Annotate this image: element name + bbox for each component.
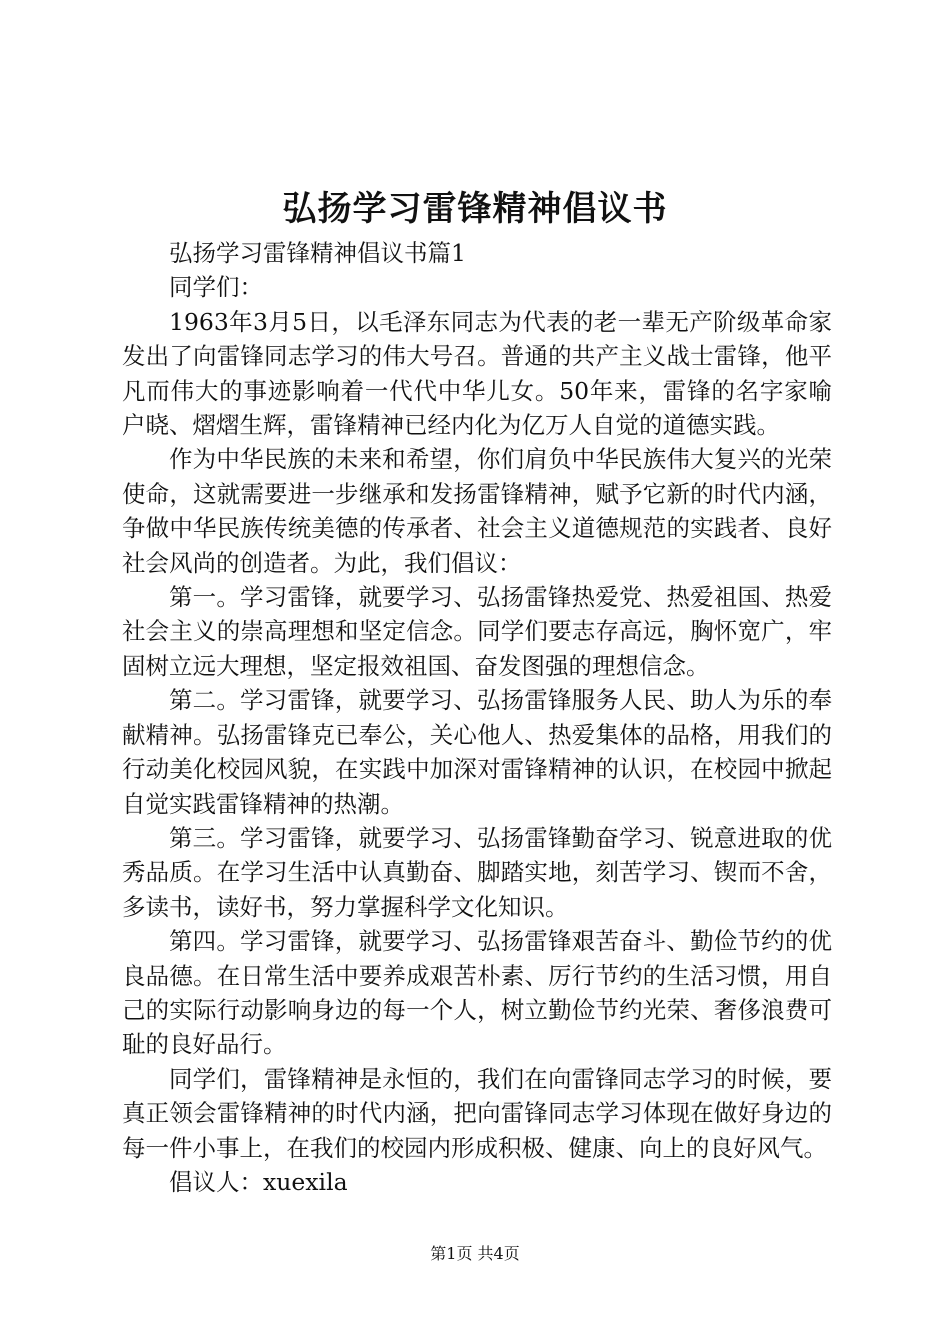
subtitle-paragraph: 弘扬学习雷锋精神倡议书篇1 <box>169 239 466 267</box>
body-paragraph: 第三。学习雷锋，就要学习、弘扬雷锋勤奋学习、锐意进取的优秀品质。在学习生活中认真勤奋、脚踏实地，刻苦学习、锲而不舍，多读书，读好书，努力掌握科学文化知识。 <box>122 823 832 921</box>
body-paragraph: 第四。学习雷锋，就要学习、弘扬雷锋艰苦奋斗、勤俭节约的优良品德。在日常生活中要养成艰苦朴素、厉行节约的生活习惯，用自己的实际行动影响身边的每一个人，树立勤俭节约光荣、奢侈浪费可耻的良好品行。 <box>122 927 832 1059</box>
page-number-footer: 第1页 共4页 <box>430 1244 520 1263</box>
body-paragraph: 作为中华民族的未来和希望，你们肩负中华民族伟大复兴的光荣使命，这就需要进一步继承和发扬雷锋精神，赋予它新的时代内涵，争做中华民族传统美德的传承者、社会主义道德规范的实践者、良好社会风尚的创造者。为此，我们倡议： <box>122 445 832 577</box>
signature-paragraph: 倡议人：xuexila <box>169 1167 348 1196</box>
body-paragraph: 同学们，雷锋精神是永恒的，我们在向雷锋同志学习的时候，要真正领会雷锋精神的时代内涵，把向雷锋同志学习体现在做好身边的每一件小事上，在我们的校园内形成积极、健康、向上的良好风气。 <box>122 1064 832 1162</box>
body-paragraph: 第一。学习雷锋，就要学习、弘扬雷锋热爱党、热爱祖国、热爱社会主义的崇高理想和坚定信念。同学们要志存高远，胸怀宽广，牢固树立远大理想，坚定报效祖国、奋发图强的理想信念。 <box>122 583 832 680</box>
document-body <box>122 236 832 1199</box>
body-paragraph: 第二。学习雷锋，就要学习、弘扬雷锋服务人民、助人为乐的奉献精神。弘扬雷锋克已奉公，关心他人、热爱集体的品格，用我们的行动美化校园风貌，在实践中加深对雷锋精神的认识，在校园中掀起自觉实践雷锋精神的热潮。 <box>122 686 832 818</box>
document-title: 弘扬学习雷锋精神倡议书 <box>282 189 668 229</box>
body-paragraph: 1963年3月5日，以毛泽东同志为代表的老一辈无产阶级革命家发出了向雷锋同志学习的伟大号召。普通的共产主义战士雷锋，他平凡而伟大的事迹影响着一代代中华儿女。50年来，雷锋的名字家喻户晓、熠熠生辉，雷锋精神已经内化为亿万人自觉的道德实践。 <box>122 307 832 440</box>
salutation-paragraph: 同学们： <box>169 273 263 302</box>
